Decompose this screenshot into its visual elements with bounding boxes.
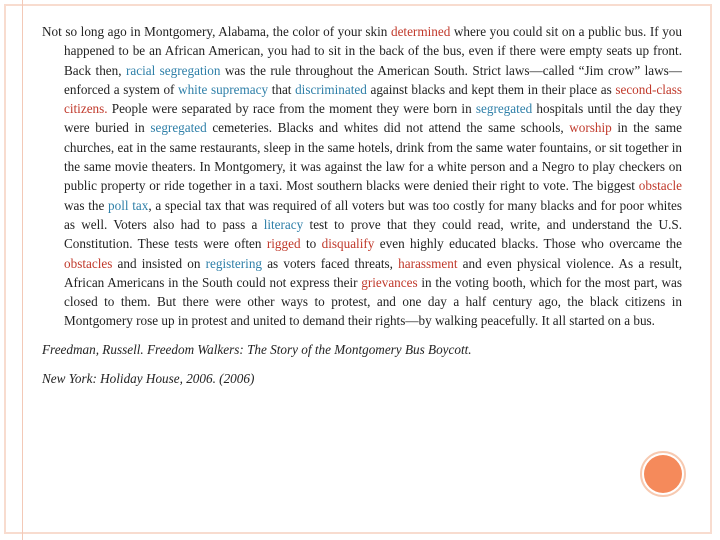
paragraph-text: Not so long ago in Montgomery, Alabama, the color of your skin [42, 24, 391, 39]
highlighted-term-red: rigged [266, 236, 301, 252]
paragraph-text: hospitals until the day they were buried in [64, 101, 682, 136]
paragraph-text: even highly educated blacks. Those who overcame the [374, 236, 682, 252]
paragraph-text: , a special tax that was required of all voters but was too costly for many blacks and for poor whites as well. Voters also had to pass a [64, 197, 682, 232]
slide-border-line [22, 0, 23, 540]
paragraph-text: where you could sit on a public bus. If you happened to be an African American, you had to sit in the back of the bus, even if there were empty seats up front. Back then, [64, 24, 682, 78]
passage-paragraph [42, 22, 682, 331]
highlighted-term-red: obstacles [64, 255, 113, 271]
highlighted-term-red: determined [390, 24, 451, 39]
highlighted-term-blue: segregated [475, 101, 533, 117]
highlighted-term-red: disqualify [321, 236, 375, 252]
paragraph-text: was the [64, 197, 109, 213]
citation-line-2: New York: Holiday House, 2006. (2006) [42, 370, 255, 386]
highlighted-term-red: worship [569, 120, 612, 136]
highlighted-term-blue: literacy [263, 216, 304, 232]
paragraph-text: as voters faced threats, [262, 255, 399, 271]
decorative-circle-icon [644, 455, 682, 493]
paragraph-text: to [300, 236, 322, 252]
paragraph-text: cemeteries. Blacks and whites did not attend the same schools, [206, 120, 570, 136]
highlighted-term-blue: registering [205, 255, 263, 271]
paragraph-text: was the rule throughout the American South. Strict laws—called “Jim crow” laws—enforced a system of [64, 62, 682, 97]
highlighted-term-red: obstacle [638, 178, 682, 194]
highlighted-term-blue: segregated [150, 120, 207, 136]
citation-line-1: Freedman, Russell. Freedom Walkers: The Story of the Montgomery Bus Boycott. [42, 341, 472, 357]
paragraph-text: and insisted on [112, 255, 206, 271]
paragraph-text: in the voting booth, which for the most part, was closed to them. But there were other ways to protest, and one day a half century ago, the black citizens in Montgomery rose up in protest and united to demand their rights—by walking peacefully. It all started on a bus. [64, 274, 682, 329]
highlighted-term-blue: discriminated [295, 81, 367, 97]
highlighted-term-red: second-class citizens. [64, 81, 682, 117]
highlighted-term-blue: white supremacy [178, 81, 269, 97]
citation [42, 335, 682, 393]
highlighted-term-blue: poll tax [108, 197, 149, 213]
highlighted-term-red: harassment [398, 255, 458, 271]
highlighted-term-blue: racial segregation [125, 62, 221, 78]
paragraph-text: and even physical violence. As a result, African Americans in the South could not express their [64, 255, 682, 290]
highlighted-term-red: grievances [361, 274, 418, 290]
paragraph-text: People were separated by race from the moment they were born in [107, 101, 476, 117]
paragraph-text: that [268, 81, 296, 97]
paragraph-text: test to prove that they could read, write, and understand the U.S. Constitution. These tests were often [64, 216, 683, 252]
paragraph-text: against blacks and kept them in their place as [366, 81, 616, 97]
slide-content [42, 22, 682, 393]
paragraph-text: in the same churches, eat in the same restaurants, sleep in the same hotels, drink from the same water fountains, or sit together in the same movie theaters. In Montgomery, it was against the law for a white person and a Negro to play checkers on public property or ride together in a taxi. Most southern blacks were denied their right to vote. The biggest [64, 120, 683, 194]
